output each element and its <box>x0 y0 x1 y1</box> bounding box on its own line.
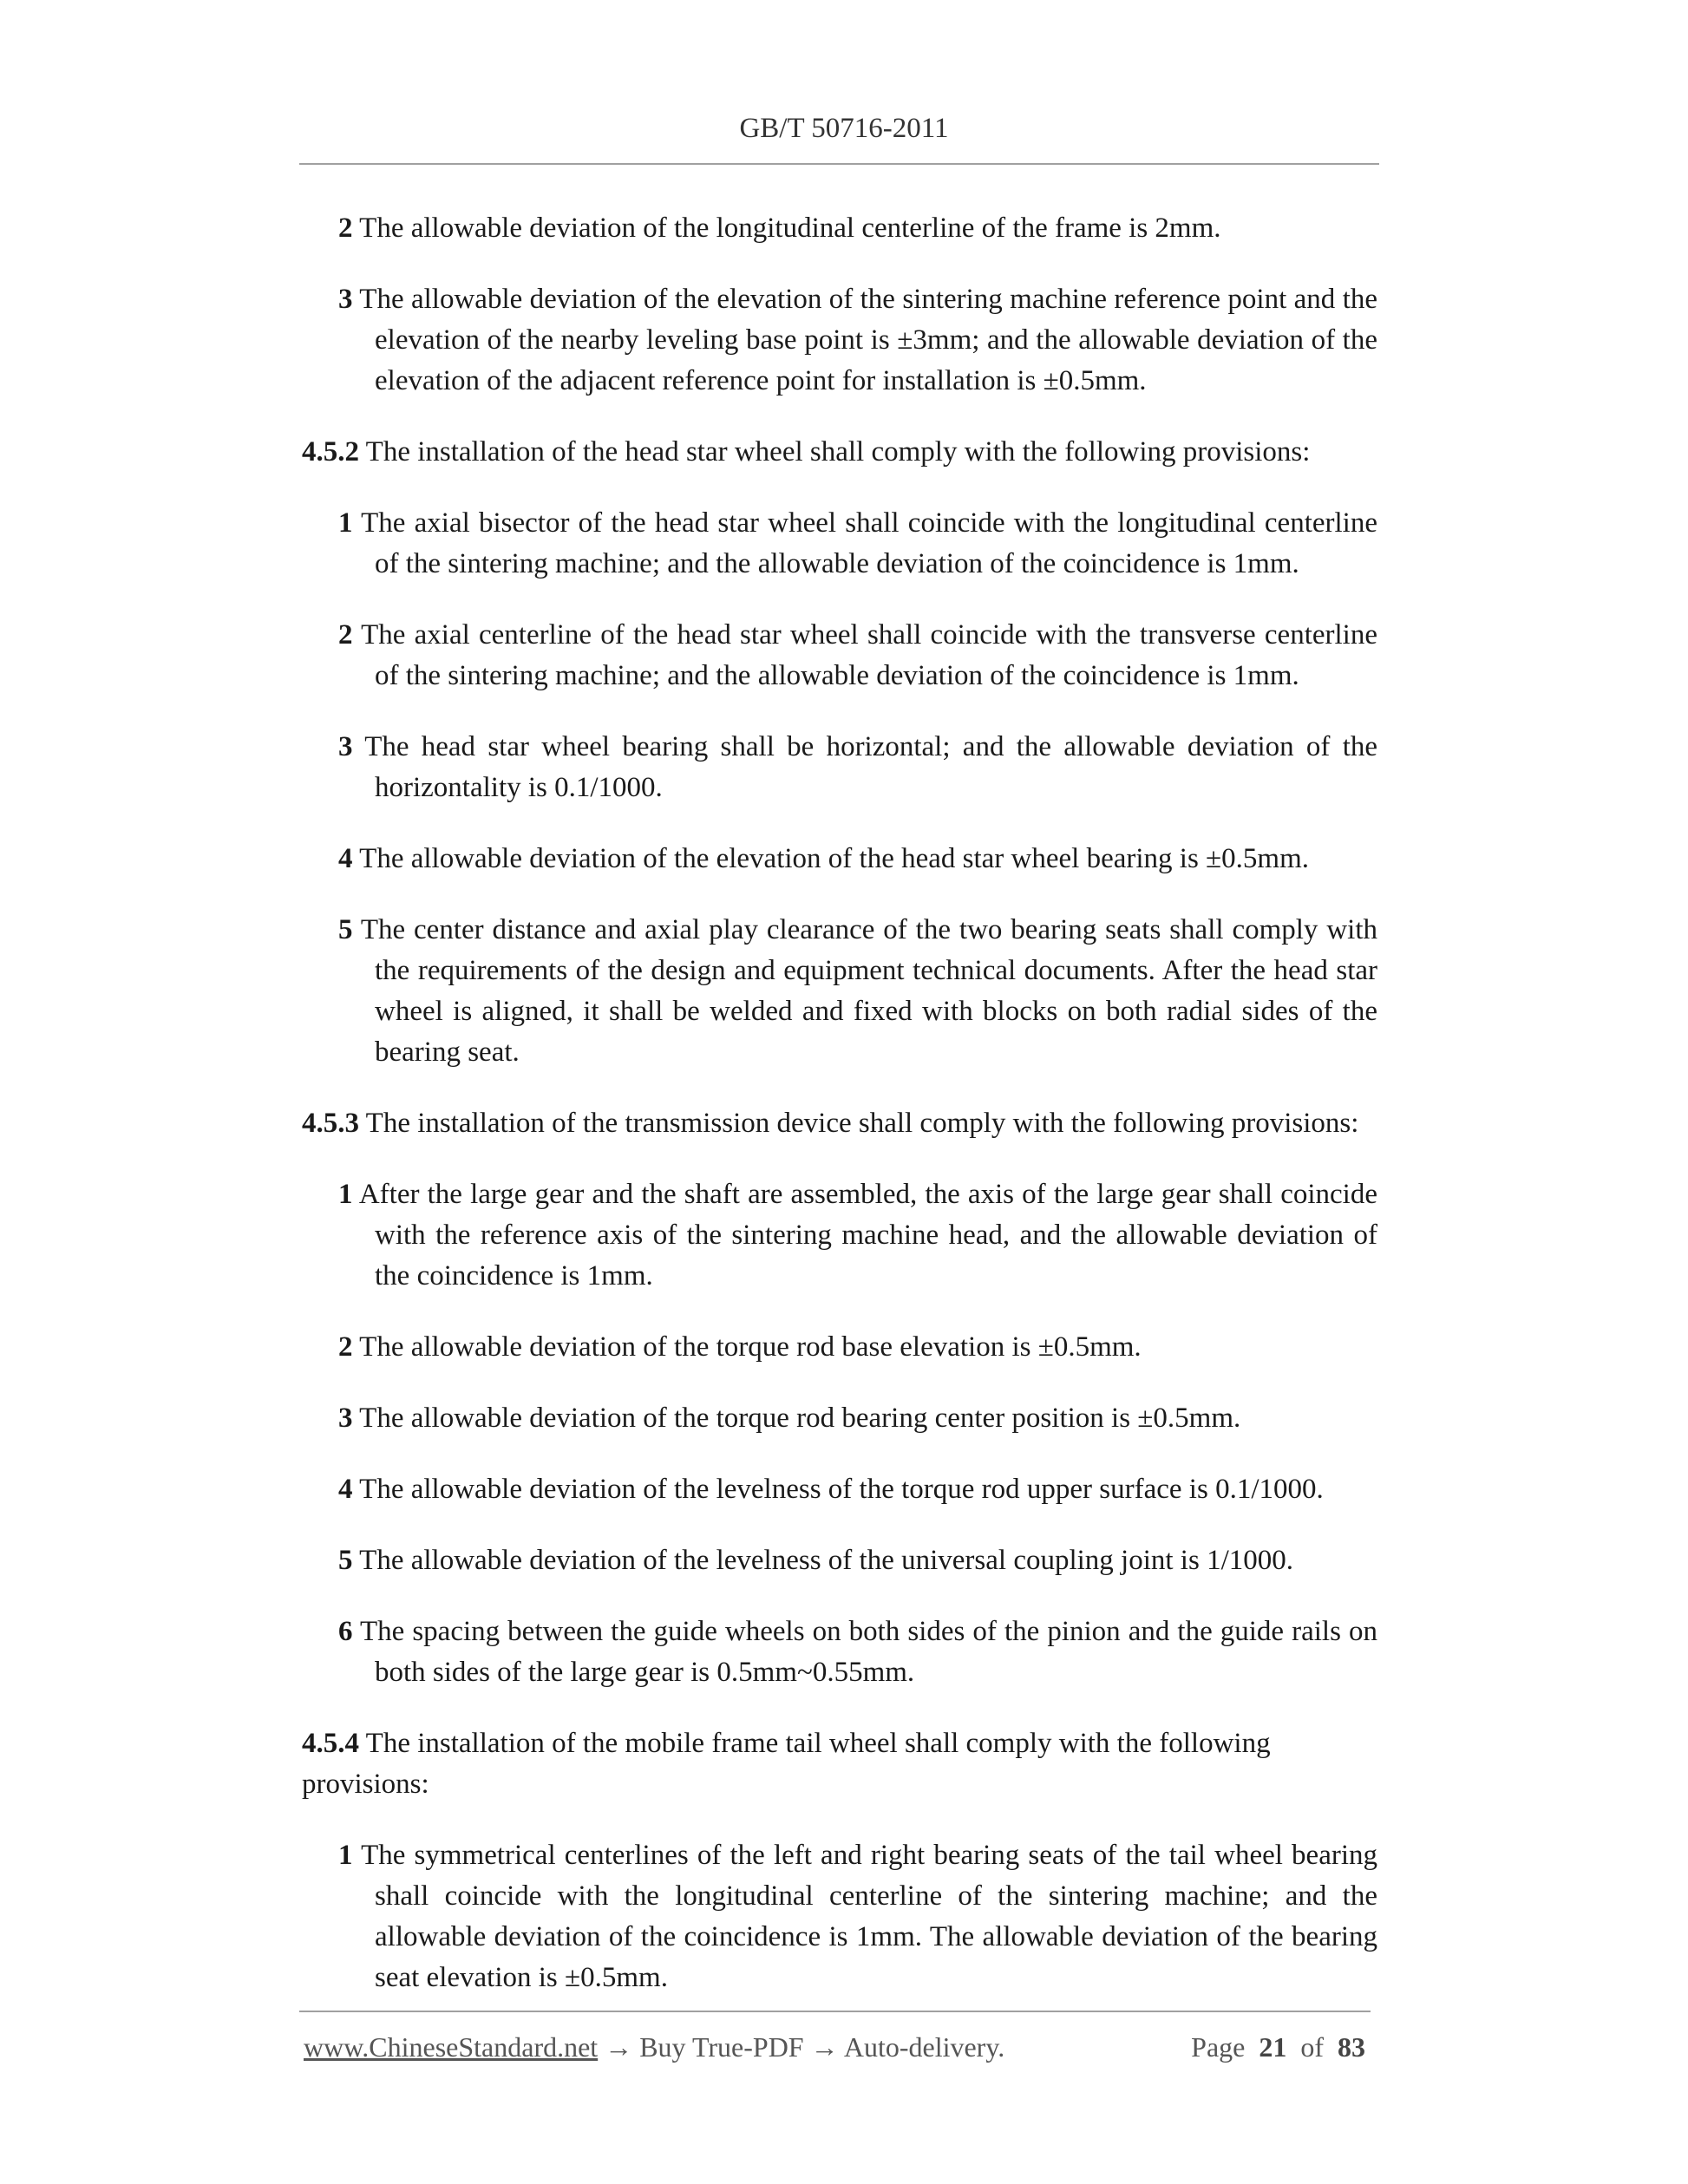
item-number: 3 <box>338 731 353 762</box>
arrow-icon: → <box>605 2031 633 2063</box>
item-text: The allowable deviation of the levelness of the universal coupling joint is 1/1000. <box>359 1545 1293 1576</box>
item-text: The allowable deviation of the levelness of the torque rod upper surface is 0.1/1000. <box>359 1474 1324 1505</box>
clause-text: The installation of the mobile frame tail wheel shall comply with the following provisions: <box>302 1728 1271 1800</box>
clause-heading <box>302 1723 1377 1805</box>
item-text: The spacing between the guide wheels on both sides of the pinion and the guide rails on both sides of the large gear is 0.5mm~0.55mm. <box>359 1616 1377 1688</box>
item-text: The head star wheel bearing shall be horizontal; and the allowable deviation of the horizontality is 0.1/1000. <box>364 731 1378 803</box>
footer-promo <box>304 2026 1004 2068</box>
item-text: The allowable deviation of the torque rod base elevation is ±0.5mm. <box>359 1331 1142 1363</box>
document-body <box>302 208 1377 2029</box>
item-number: 4 <box>338 843 353 874</box>
item-text: The allowable deviation of the elevation of the head star wheel bearing is ±0.5mm. <box>359 843 1309 874</box>
of-label: of <box>1300 2031 1324 2063</box>
clause-text: The installation of the transmission device shall comply with the following provisions: <box>365 1108 1359 1139</box>
page-label: Page <box>1191 2031 1246 2063</box>
clause-heading <box>302 432 1377 473</box>
clause-number: 4.5.3 <box>302 1108 359 1139</box>
list-item <box>302 1327 1377 1368</box>
page-footer <box>0 2026 1688 2070</box>
list-item <box>302 503 1377 585</box>
clause-number: 4.5.2 <box>302 436 359 468</box>
document-header: GB/T 50716-2011 <box>739 113 949 144</box>
item-number: 4 <box>338 1474 353 1505</box>
delivery-text: Auto-delivery. <box>843 2031 1005 2063</box>
item-number: 1 <box>338 1179 353 1210</box>
list-item <box>302 279 1377 402</box>
list-item <box>302 727 1377 808</box>
page-number: 21 <box>1259 2031 1287 2063</box>
list-item <box>302 208 1377 249</box>
list-item <box>302 839 1377 879</box>
item-text: The allowable deviation of the torque rod bearing center position is ±0.5mm. <box>359 1403 1241 1434</box>
item-number: 3 <box>338 284 353 315</box>
item-text: The allowable deviation of the longitudinal centerline of the frame is 2mm. <box>359 213 1221 244</box>
buy-text: Buy True-PDF <box>639 2031 804 2063</box>
item-number: 6 <box>338 1616 353 1647</box>
clause-number: 4.5.4 <box>302 1728 359 1759</box>
list-item <box>302 1398 1377 1439</box>
site-link[interactable]: www.ChineseStandard.net <box>304 2031 599 2063</box>
item-number: 2 <box>338 1331 353 1363</box>
footer-divider <box>299 2011 1371 2012</box>
item-text: After the large gear and the shaft are assembled, the axis of the large gear shall coincide with the reference axis of the sintering machine head, and the allowable deviation of the coincidence is 1mm. <box>358 1179 1377 1291</box>
item-text: The allowable deviation of the elevation of the sintering machine reference point and the elevation of the nearby leveling base point is ±3mm; and the allowable deviation of the elevation of the adjacent reference point for installation is ±0.5mm. <box>359 284 1378 396</box>
arrow-icon: → <box>810 2031 839 2063</box>
item-number: 3 <box>338 1403 353 1434</box>
list-item <box>302 615 1377 696</box>
item-number: 1 <box>338 1840 353 1871</box>
list-item <box>302 1612 1377 1693</box>
clause-heading <box>302 1103 1377 1144</box>
item-text: The axial centerline of the head star wheel shall coincide with the transverse centerline of the sintering machine; and the allowable deviation of the coincidence is 1mm. <box>361 619 1377 691</box>
item-text: The axial bisector of the head star wheel shall coincide with the longitudinal centerline of the sintering machine; and the allowable deviation of the coincidence is 1mm. <box>361 507 1377 579</box>
item-number: 2 <box>338 213 353 244</box>
clause-text: The installation of the head star wheel shall comply with the following provisions: <box>365 436 1311 468</box>
item-number: 2 <box>338 619 353 651</box>
list-item <box>302 1540 1377 1581</box>
list-item <box>302 910 1377 1073</box>
list-item <box>302 1469 1377 1510</box>
list-item <box>302 1174 1377 1297</box>
item-number: 5 <box>338 1545 353 1576</box>
item-number: 5 <box>338 914 353 945</box>
header-divider <box>299 163 1379 165</box>
list-item <box>302 1835 1377 1998</box>
page-total: 83 <box>1338 2031 1365 2063</box>
page-indicator <box>1191 2026 1365 2068</box>
item-number: 1 <box>338 507 353 539</box>
item-text: The center distance and axial play clearance of the two bearing seats shall comply with the requirements of the design and equipment technical documents. After the head star wheel is aligned, it shall be welded and fixed with blocks on both radial sides of the bearing seat. <box>360 914 1377 1068</box>
item-text: The symmetrical centerlines of the left and right bearing seats of the tail wheel bearing shall coincide with the longitudinal centerline of the sintering machine; and the allowable deviation of the coincidence is 1mm. The allowable deviation of the bearing seat elevation is ±0.5mm. <box>361 1840 1378 1993</box>
